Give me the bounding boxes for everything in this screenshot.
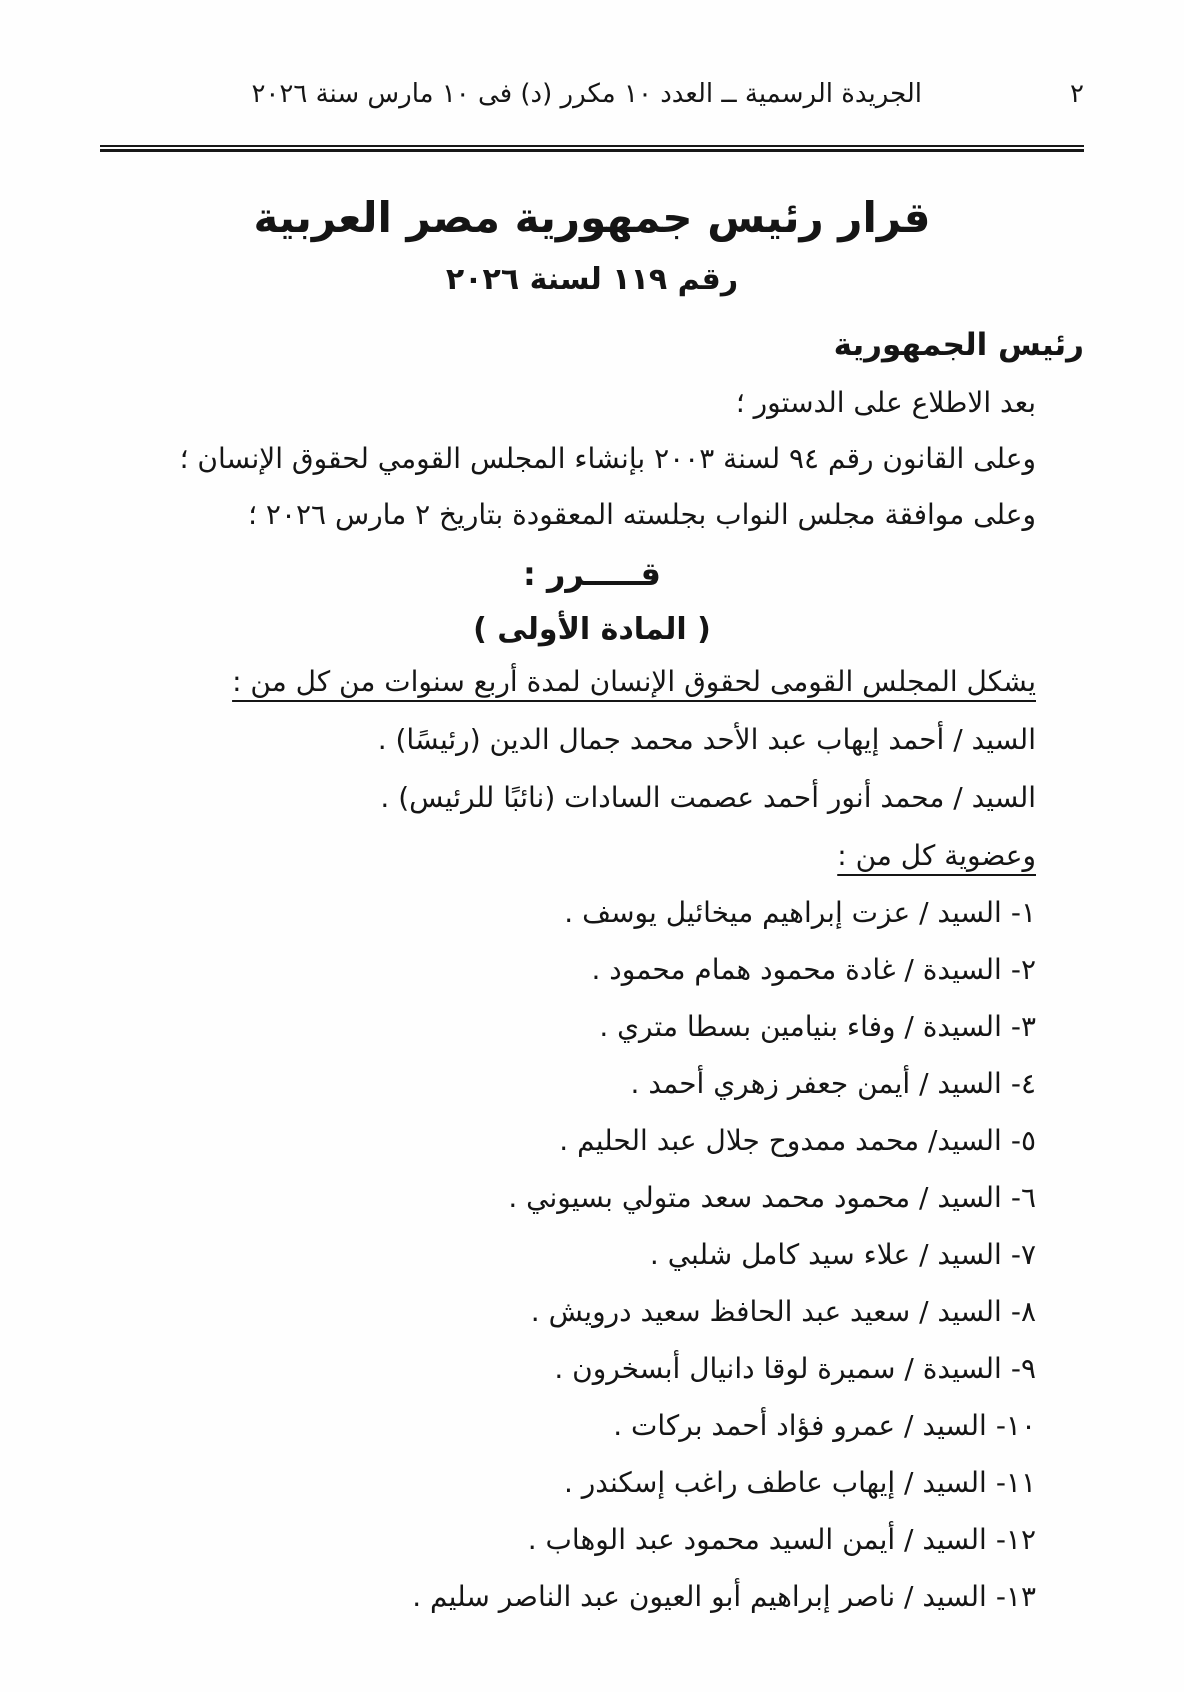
member-row <box>100 1010 1084 1044</box>
member-row <box>100 1580 1084 1614</box>
member-name: السيد / أيمن السيد محمود عبد الوهاب . <box>527 1523 987 1556</box>
member-row <box>100 1409 1084 1443</box>
member-number: ٨- <box>1010 1295 1036 1328</box>
member-number: ١- <box>1010 896 1036 929</box>
member-name: السيد / ناصر إبراهيم أبو العيون عبد الناصر سليم . <box>412 1580 987 1613</box>
member-row <box>100 1295 1084 1329</box>
preamble-section <box>100 386 1084 532</box>
decree-body <box>0 190 1184 1614</box>
member-name: السيد / سعيد عبد الحافظ سعيد درويش . <box>530 1295 1002 1328</box>
member-number: ٩- <box>1010 1352 1036 1385</box>
preamble-clause: وعلى موافقة مجلس النواب بجلسته المعقودة بتاريخ ٢ مارس ٢٠٢٦ ؛ <box>248 498 1036 531</box>
member-number: ٧- <box>1010 1238 1036 1271</box>
member-name: السيدة / وفاء بنيامين بسطا متري . <box>599 1010 1002 1043</box>
member-name: السيد / عمرو فؤاد أحمد بركات . <box>613 1409 987 1442</box>
member-row <box>100 896 1084 930</box>
membership-heading <box>100 839 1084 873</box>
issuer-heading: رئيس الجمهورية <box>833 327 1084 363</box>
member-number: ٢- <box>1010 953 1036 986</box>
decree-number-line: رقم ١١٩ لسنة ٢٠٢٦ <box>445 262 739 297</box>
member-number: ٦- <box>1010 1181 1036 1214</box>
member-row <box>100 1238 1084 1272</box>
membership-heading-text: وعضوية كل من : <box>837 839 1036 872</box>
member-number: ٥- <box>1010 1124 1036 1157</box>
member-name: السيدة / سميرة لوقا دانيال أبسخرون . <box>554 1352 1002 1385</box>
leadership-appointment: السيد / أحمد إيهاب عبد الأحد محمد جمال الدين (رئيسًا) . <box>377 723 1036 756</box>
member-name: السيد / محمود محمد سعد متولي بسيوني . <box>508 1181 1002 1214</box>
preamble-clause: بعد الاطلاع على الدستور ؛ <box>735 386 1036 419</box>
leadership-section <box>100 723 1084 815</box>
member-number: ١٣- <box>995 1580 1036 1613</box>
page-number: ٢ <box>1070 79 1084 109</box>
page-header <box>0 0 1184 112</box>
member-row <box>100 1124 1084 1158</box>
members-list <box>100 896 1084 1614</box>
member-row <box>100 953 1084 987</box>
member-row <box>100 1466 1084 1500</box>
member-name: السيد / أيمن جعفر زهري أحمد . <box>630 1067 1002 1100</box>
header-divider-rule <box>100 145 1084 152</box>
member-name: السيدة / غادة محمود همام محمود . <box>591 953 1002 986</box>
member-name: السيد / إيهاب عاطف راغب إسكندر . <box>563 1466 987 1499</box>
member-row <box>100 1181 1084 1215</box>
formation-clause-text: يشكل المجلس القومى لحقوق الإنسان لمدة أربع سنوات من كل من : <box>232 665 1036 698</box>
member-number: ١٠- <box>995 1409 1036 1442</box>
leadership-appointment: السيد / محمد أنور أحمد عصمت السادات (نائبًا للرئيس) . <box>380 781 1036 814</box>
decree-title: قرار رئيس جمهورية مصر العربية <box>253 193 931 242</box>
member-row <box>100 1067 1084 1101</box>
member-number: ١٢- <box>995 1523 1036 1556</box>
member-row <box>100 1352 1084 1386</box>
preamble-clause: وعلى القانون رقم ٩٤ لسنة ٢٠٠٣ بإنشاء المجلس القومي لحقوق الإنسان ؛ <box>179 442 1036 475</box>
formation-clause <box>100 665 1084 699</box>
decided-word: قـــــرر : <box>523 555 661 593</box>
member-number: ٣- <box>1010 1010 1036 1043</box>
member-number: ٤- <box>1010 1067 1036 1100</box>
member-number: ١١- <box>995 1466 1036 1499</box>
member-name: السيد / علاء سيد كامل شلبي . <box>649 1238 1002 1271</box>
member-name: السيد / عزت إبراهيم ميخائيل يوسف . <box>564 896 1002 929</box>
member-row <box>100 1523 1084 1557</box>
article-one-heading: ( المادة الأولى ) <box>473 612 711 647</box>
member-name: السيد/ محمد ممدوح جلال عبد الحليم . <box>559 1124 1002 1157</box>
gazette-masthead-line: الجريدة الرسمية ــ العدد ١٠ مكرر (د) فى ١٠ مارس سنة ٢٠٢٦ <box>251 79 923 109</box>
